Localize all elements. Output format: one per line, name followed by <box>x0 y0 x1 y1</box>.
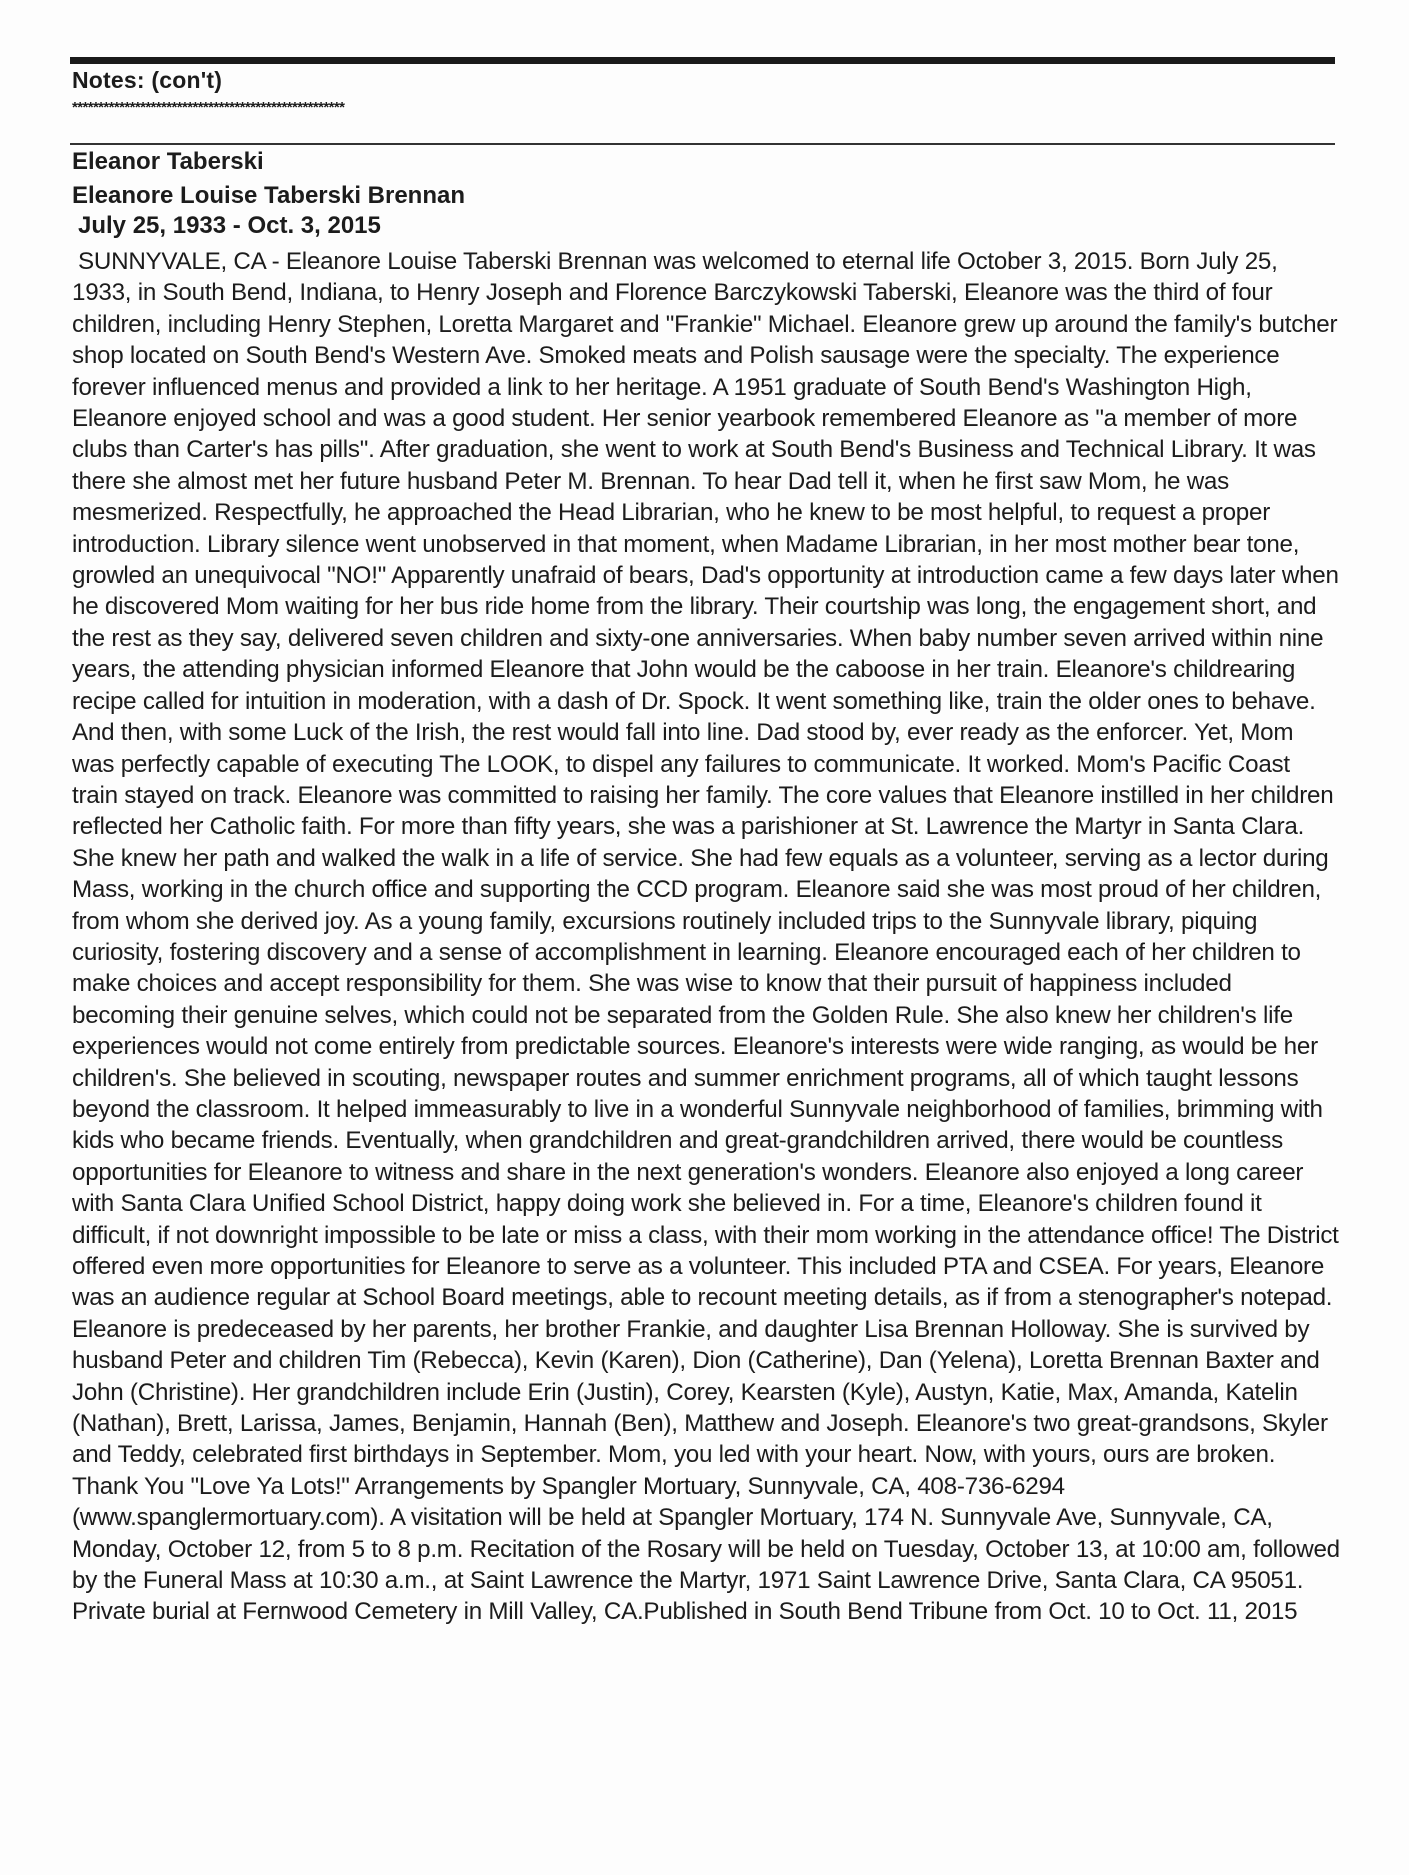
obituary-text: SUNNYVALE, CA - Eleanore Louise Taberski Brennan was welcomed to eternal life October 3, 2015. Born July 25, 1933, in South Bend, Indiana, to Henry Joseph and Florence Barczykowski Taberski, Eleanore was the third of four children, including Henry Stephen, Loretta Margaret and "Frankie" Michael. Eleanore grew up around the family's butcher shop located on South Bend's Western Ave. Smoked meats and Polish sausage were the specialty. The experience forever influenced menus and provided a link to her heritage. A 1951 graduate of South Bend's Washington High, Eleanore enjoyed school and was a good student. Her senior yearbook remembered Eleanore as "a member of more clubs than Carter's has pills". After graduation, she went to work at South Bend's Business and Technical Library. It was there she almost met her future husband Peter M. Brennan. To hear Dad tell it, when he first saw Mom, he was mesmerized. Respectfully, he approached the Head Librarian, who he knew to be most helpful, to request a proper introduction. Library silence went unobserved in that moment, when Madame Librarian, in her most mother bear tone, growled an unequivocal "NO!" Apparently unafraid of bears, Dad's opportunity at introduction came a few days later when he discovered Mom waiting for her bus ride home from the library. Their courtship was long, the engagement short, and the rest as they say, delivered seven children and sixty-one anniversaries. When baby number seven arrived within nine years, the attending physician informed Eleanore that John would be the caboose in her train. Eleanore's childrearing recipe called for intuition in moderation, with a dash of Dr. Spock. It went something like, train the older ones to behave. And then, with some Luck of the Irish, the rest would fall into line. Dad stood by, ever ready as the enforcer. Yet, Mom was perfectly capable of executing The LOOK, to dispel any failures to communicate. It worked. Mom's Pacific Coast train stayed on track. Eleanore was committed to raising her family. The core values that Eleanore instilled in her children reflected her Catholic faith. For more than fifty years, she was a parishioner at St. Lawrence the Martyr in Santa Clara. She knew her path and walked the walk in a life of service. She had few equals as a volunteer, serving as a lector during Mass, working in the church office and supporting the CCD program. Eleanore said she was most proud of her children, from whom she derived joy. As a young family, excursions routinely included trips to the Sunnyvale library, piquing curiosity, fostering discovery and a sense of accomplishment in learning. Eleanore encouraged each of her children to make choices and accept responsibility for them. She was wise to know that their pursuit of happiness included becoming their genuine selves, which could not be separated from the Golden Rule. She also knew her children's life experiences would not come entirely from predictable sources. Eleanore's interests were wide ranging, as would be her children's. She believed in scouting, newspaper routes and summer enrichment programs, all of which taught lessons beyond the classroom. It helped immeasurably to live in a wonderful Sunnyvale neighborhood of families, brimming with kids who became friends. Eventually, when grandchildren and great-grandchildren arrived, there would be countless opportunities for Eleanore to witness and share in the next generation's wonders. Eleanore also enjoyed a long career with Santa Clara Unified School District, happy doing work she believed in. For a time, Eleanore's children found it difficult, if not downright impossible to be late or miss a class, with their mom working in the attendance office! The District offered even more opportunities for Eleanore to serve as a volunteer. This included PTA and CSEA. For years, Eleanore was an audience regular at School Board meetings, able to recount meeting details, as if from a stenographer's notepad. Eleanore is predeceased by her parents, her brother Frankie, and daughter Lisa Brennan Holloway. She is survived by husband Peter and children Tim (Rebecca), Kevin (Karen), Dion (Catherine), Dan (Yelena), Loretta Brennan Baxter and John (Christine). Her grandchildren include Erin (Justin), Corey, Kearsten (Kyle), Austyn, Katie, Max, Amanda, Katelin (Nathan), Brett, Larissa, James, Benjamin, Hannah (Ben), Matthew and Joseph. Eleanore's two great-grandsons, Skyler and Teddy, celebrated first birthdays in September. Mom, you led with your heart. Now, with yours, ours are broken. Thank You "Love Ya Lots!" Arrangements by Spangler Mortuary, Sunnyvale, CA, 408-736-6294 (www.spanglermortuary.com). A visitation will be held at Spangler Mortuary, 174 N. Sunnyvale Ave, Sunnyvale, CA, Monday, October 12, from 5 to 8 p.m. Recitation of the Rosary will be held on Tuesday, October 13, at 10:00 am, followed by the Funeral Mass at 10:30 a.m., at Saint Lawrence the Martyr, 1971 Saint Lawrence Drive, Santa Clara, CA 95051. Private burial at Fernwood Cemetery in Mill Valley, CA.Published in South Bend Tribune from Oct. 10 to Oct. 11, 2015 <box>72 248 1340 1626</box>
full-name-heading: Eleanore Louise Taberski Brennan <box>72 182 466 209</box>
short-name-heading: Eleanor Taberski <box>72 148 264 175</box>
obituary-body <box>72 246 1340 1628</box>
asterisk-separator: **************************************************** <box>72 99 345 116</box>
life-dates: July 25, 1933 - Oct. 3, 2015 <box>78 212 381 239</box>
section-divider <box>70 143 1335 145</box>
top-divider <box>70 57 1335 64</box>
notes-heading: Notes: (con't) <box>72 67 223 93</box>
